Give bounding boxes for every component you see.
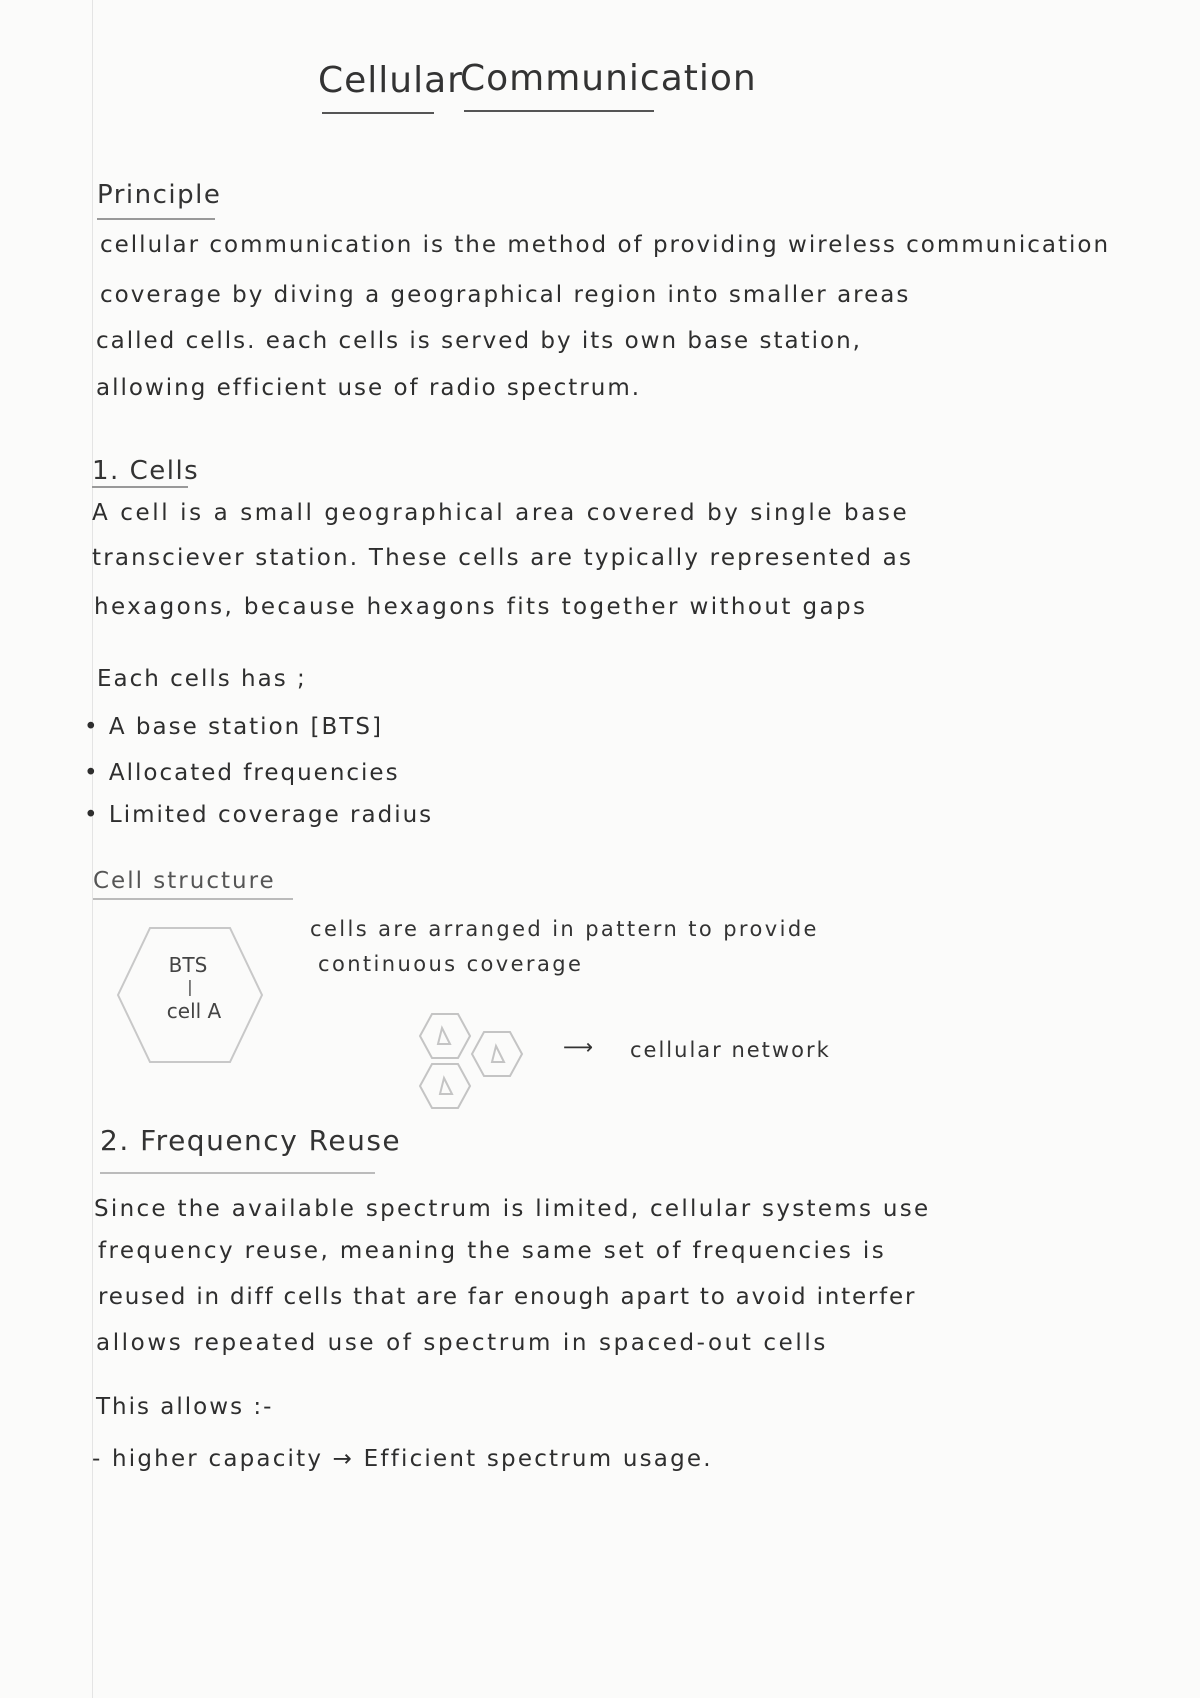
reuse-allows-label: This allows :- — [96, 1394, 274, 1420]
title-underline-1 — [322, 112, 434, 114]
bullet-icon: • — [84, 802, 109, 828]
reuse-line-1: Since the available spectrum is limited, cellular systems use — [94, 1196, 931, 1222]
principle-line-4: allowing efficient use of radio spectrum. — [96, 375, 642, 401]
cells-item-1-row — [84, 714, 383, 740]
bullet-icon: • — [84, 760, 109, 786]
principle-underline — [97, 218, 215, 220]
principle-line-3: called cells. each cells is served by its own base station, — [96, 328, 862, 354]
reuse-underline — [100, 1172, 375, 1174]
cells-item-2-row — [84, 760, 400, 786]
tower-glyph-3 — [440, 1078, 452, 1094]
reuse-line-3: reused in diff cells that are far enough apart to avoid interfer — [98, 1284, 917, 1310]
cells-item-3: Limited coverage radius — [108, 802, 434, 828]
hexagon-cell-diagram — [110, 920, 270, 1070]
network-label: cellular network — [630, 1038, 831, 1062]
cells-item-2: Allocated frequencies — [108, 760, 400, 786]
hex-label-connector: | — [187, 977, 193, 996]
title-word-1: Cellular — [318, 60, 463, 101]
cells-item-1: A base station [BTS] — [108, 714, 383, 740]
reuse-heading: 2. Frequency Reuse — [100, 1124, 402, 1157]
principle-line-1: cellular communication is the method of providing wireless communication — [100, 232, 1111, 258]
principle-line-2: coverage by diving a geographical region into smaller areas — [100, 282, 911, 308]
hex-label-cell: cell A — [166, 999, 222, 1023]
cells-line-2: transciever station. These cells are typically represented as — [92, 545, 914, 571]
cells-item-3-row — [84, 802, 433, 828]
cluster-hex-3 — [420, 1064, 470, 1108]
cells-line-1: A cell is a small geographical area covered by single base — [92, 500, 910, 526]
hexagon-cluster-icon — [412, 1008, 542, 1118]
structure-heading: Cell structure — [93, 868, 276, 894]
tower-glyph-1 — [438, 1028, 450, 1044]
reuse-line-4: allows repeated use of spectrum in spaced-out cells — [96, 1330, 828, 1356]
cells-has-label: Each cells has ; — [97, 666, 307, 692]
cells-heading: 1. Cells — [92, 456, 200, 486]
cluster-hex-2 — [472, 1032, 522, 1076]
title-underline-2 — [464, 110, 654, 112]
title-word-2: Communication — [460, 58, 757, 99]
cells-line-3: hexagons, because hexagons fits together without gaps — [94, 594, 868, 620]
margin-line — [92, 0, 93, 1698]
cells-underline — [92, 486, 188, 488]
reuse-line-2: frequency reuse, meaning the same set of frequencies is — [98, 1238, 887, 1264]
tower-glyph-2 — [492, 1046, 504, 1062]
reuse-benefit: - higher capacity → Efficient spectrum usage. — [92, 1446, 713, 1472]
network-arrow-icon: ⟶ — [563, 1035, 596, 1059]
structure-desc-1: cells are arranged in pattern to provide — [310, 917, 819, 941]
bullet-icon: • — [84, 714, 109, 740]
hex-label-bts: BTS — [168, 953, 208, 977]
principle-heading: Principle — [97, 180, 222, 210]
structure-underline — [93, 898, 293, 900]
structure-desc-2: continuous coverage — [318, 952, 584, 976]
